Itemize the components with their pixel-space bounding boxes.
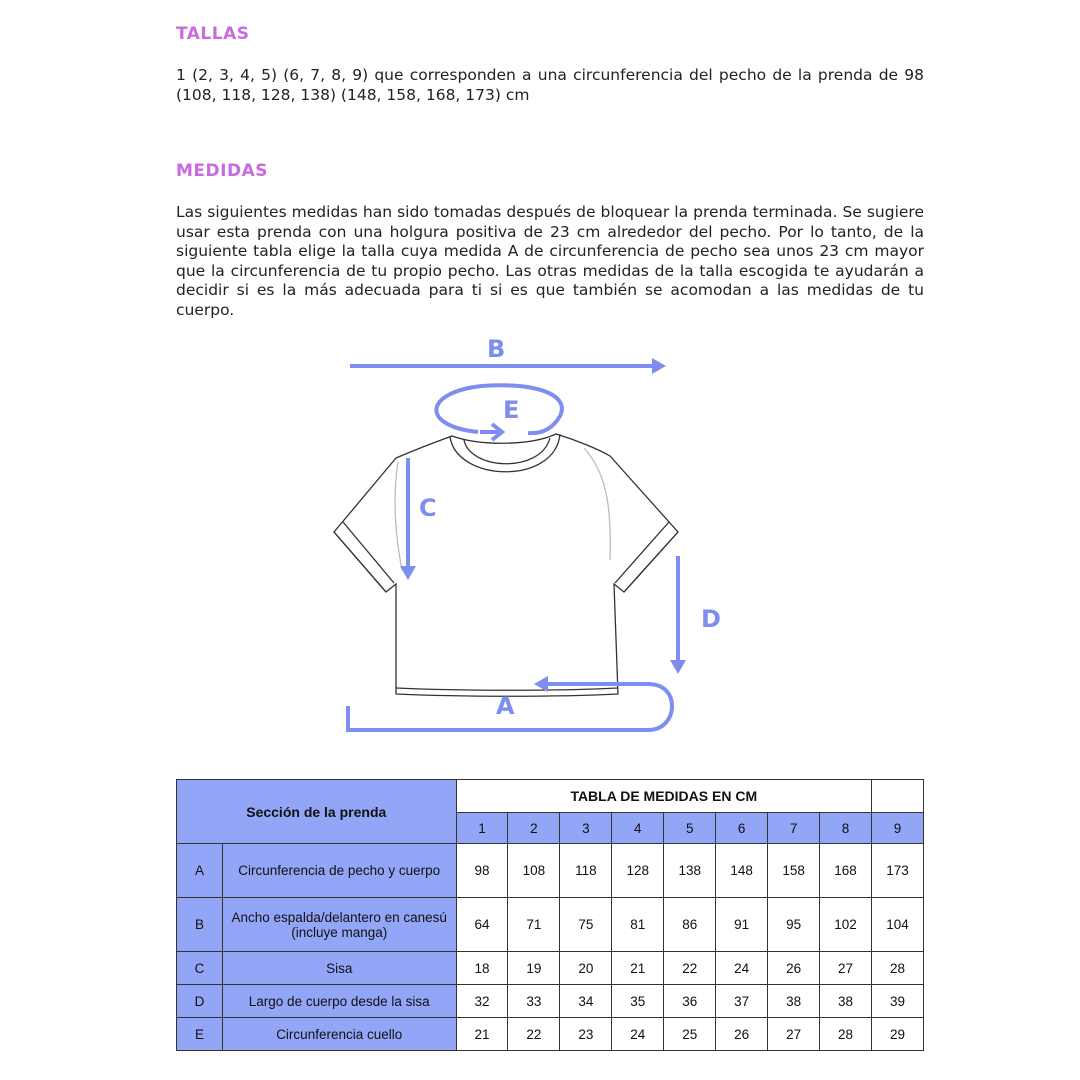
value-cell: 20 xyxy=(560,952,612,985)
value-cell: 28 xyxy=(820,1018,872,1051)
table-row xyxy=(177,952,924,985)
value-cell: 71 xyxy=(508,898,560,952)
value-cell: 22 xyxy=(664,952,716,985)
size-header: 5 xyxy=(664,813,716,844)
label-d: D xyxy=(701,605,721,633)
value-cell: 138 xyxy=(664,844,716,898)
value-cell: 86 xyxy=(664,898,716,952)
row-name: Circunferencia cuello xyxy=(222,1018,456,1051)
value-cell: 102 xyxy=(820,898,872,952)
value-cell: 64 xyxy=(456,898,508,952)
value-cell: 21 xyxy=(612,952,664,985)
value-cell: 36 xyxy=(664,985,716,1018)
row-code: D xyxy=(177,985,223,1018)
value-cell: 38 xyxy=(768,985,820,1018)
value-cell: 21 xyxy=(456,1018,508,1051)
row-name: Ancho espalda/delantero en canesú (incluye manga) xyxy=(222,898,456,952)
value-cell: 39 xyxy=(872,985,924,1018)
value-cell: 26 xyxy=(716,1018,768,1051)
tshirt-body-outline xyxy=(334,434,678,696)
row-code: C xyxy=(177,952,223,985)
table-title: TABLA DE MEDIDAS EN CM xyxy=(456,780,871,813)
value-cell: 148 xyxy=(716,844,768,898)
medidas-heading: MEDIDAS xyxy=(176,161,268,181)
row-code: B xyxy=(177,898,223,952)
row-name: Circunferencia de pecho y cuerpo xyxy=(222,844,456,898)
medidas-text: Las siguientes medidas han sido tomadas después de bloquear la prenda terminada. Se sugiere usar esta prenda con una holgura positiva de 23 cm alrededor del pecho. Por lo tanto, de la siguiente tabla elige la talla cuya medida A de circunferencia de pecho sea unos 23 cm mayor que la circunferencia de tu propio pecho. Las otras medidas de la talla escogida te ayudarán a decidir si es la más adecuada para ti si es que también se acomodan a las medidas de tu cuerpo. xyxy=(176,203,924,319)
tshirt-illustration xyxy=(334,434,678,696)
value-cell: 37 xyxy=(716,985,768,1018)
garment-measurement-diagram xyxy=(0,330,1080,760)
measure-b-arrow xyxy=(350,358,666,374)
value-cell: 108 xyxy=(508,844,560,898)
table-row xyxy=(177,1018,924,1051)
value-cell: 158 xyxy=(768,844,820,898)
value-cell: 27 xyxy=(768,1018,820,1051)
measurements-table xyxy=(176,779,924,1051)
size-header: 3 xyxy=(560,813,612,844)
tallas-heading: TALLAS xyxy=(176,24,250,44)
value-cell: 128 xyxy=(612,844,664,898)
table-row xyxy=(177,844,924,898)
value-cell: 173 xyxy=(872,844,924,898)
value-cell: 18 xyxy=(456,952,508,985)
measure-e-arrow xyxy=(436,385,561,440)
size-header: 2 xyxy=(508,813,560,844)
size-header: 6 xyxy=(716,813,768,844)
row-code: A xyxy=(177,844,223,898)
value-cell: 34 xyxy=(560,985,612,1018)
value-cell: 19 xyxy=(508,952,560,985)
label-b: B xyxy=(487,335,506,363)
value-cell: 95 xyxy=(768,898,820,952)
size-header: 7 xyxy=(768,813,820,844)
section-header-cell: Sección de la prenda xyxy=(177,780,457,844)
tallas-text: 1 (2, 3, 4, 5) (6, 7, 8, 9) que corresponden a una circunferencia del pecho de la prenda de 98 (108, 118, 128, 138) (148, 158, 168, 173) cm xyxy=(176,66,924,104)
value-cell: 91 xyxy=(716,898,768,952)
value-cell: 118 xyxy=(560,844,612,898)
table-row xyxy=(177,985,924,1018)
empty-title-cell xyxy=(872,780,924,813)
value-cell: 38 xyxy=(820,985,872,1018)
value-cell: 33 xyxy=(508,985,560,1018)
label-a: A xyxy=(496,692,515,720)
value-cell: 25 xyxy=(664,1018,716,1051)
value-cell: 22 xyxy=(508,1018,560,1051)
value-cell: 35 xyxy=(612,985,664,1018)
value-cell: 168 xyxy=(820,844,872,898)
value-cell: 27 xyxy=(820,952,872,985)
value-cell: 98 xyxy=(456,844,508,898)
value-cell: 32 xyxy=(456,985,508,1018)
size-header: 1 xyxy=(456,813,508,844)
value-cell: 26 xyxy=(768,952,820,985)
value-cell: 104 xyxy=(872,898,924,952)
value-cell: 28 xyxy=(872,952,924,985)
value-cell: 81 xyxy=(612,898,664,952)
row-name: Sisa xyxy=(222,952,456,985)
row-code: E xyxy=(177,1018,223,1051)
value-cell: 24 xyxy=(716,952,768,985)
label-c: C xyxy=(419,494,437,522)
size-header: 9 xyxy=(872,813,924,844)
row-name: Largo de cuerpo desde la sisa xyxy=(222,985,456,1018)
value-cell: 75 xyxy=(560,898,612,952)
measure-d-arrow xyxy=(670,556,686,674)
value-cell: 29 xyxy=(872,1018,924,1051)
value-cell: 23 xyxy=(560,1018,612,1051)
value-cell: 24 xyxy=(612,1018,664,1051)
size-header: 4 xyxy=(612,813,664,844)
size-header: 8 xyxy=(820,813,872,844)
table-row xyxy=(177,898,924,952)
label-e: E xyxy=(503,396,520,424)
